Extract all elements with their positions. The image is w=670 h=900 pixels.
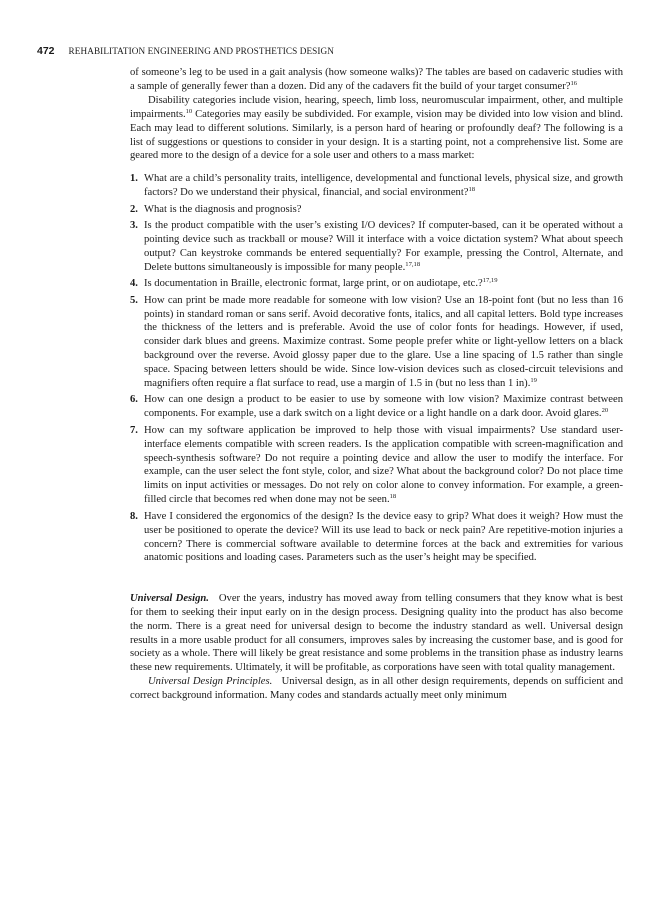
reference-marker: 20 — [601, 407, 609, 415]
running-title: REHABILITATION ENGINEERING AND PROSTHETICS DESIGN — [68, 46, 335, 56]
reference-marker: 18 — [389, 493, 397, 501]
list-item — [130, 510, 623, 566]
paragraph-text: Disability categories include vision, hearing, speech, limb loss, neuromuscular impairment, other, and multiple impairments. — [130, 94, 623, 120]
subsection-heading: Universal Design Principles. — [148, 676, 273, 688]
list-number: 5. — [130, 294, 138, 306]
page-header — [37, 45, 637, 57]
list-number: 6. — [130, 394, 138, 406]
list-item-text: How can print be made more readable for someone with low vision? Use an 18-point font (but no less than 16 points) in standard roman or sans serif. Avoid decorative fonts, italics, and all capital letters. Bold type increases the thickness of the letters and is preferable. Avoid the use of color fonts for headings. However, if used, consider dark blues and greens. Maximize contrast. Some people prefer white or light-yellow letters on a black background over the reverse. Avoid glossy paper due to the glare. Use a line spacing of 1.5 rather than single space. Spacing between letters should be wide. Since low-vision devices such as closed-circuit televisions and magnifiers often require a flat surface to read, use a margin of 1.5 in (but no less than 1 in). — [144, 294, 623, 390]
paragraph-text: Universal design, as in all other design requirements, depends on sufficient and correct background information. Many codes and standards actually meet only minimum — [130, 676, 623, 702]
paragraph — [130, 94, 623, 164]
list-number: 2. — [130, 203, 138, 215]
body-text — [130, 66, 623, 703]
list-item — [130, 393, 623, 421]
reference-marker: 19 — [530, 377, 537, 385]
list-number: 7. — [130, 424, 138, 436]
reference-marker: 18 — [468, 186, 476, 194]
list-item-text: Is the product compatible with the user’s existing I/O devices? If computer-based, can it be operated without a pointing device such as trackball or mouse? Will it interface with a voice dictation system? What about speech output? Can keystroke commands be entered sequentially? For example, pressing the Control, Alternate, and Delete buttons simultaneously is impossible for many people. — [144, 220, 623, 273]
list-item-text: Have I considered the ergonomics of the design? Is the device easy to grip? What does it weigh? How must the user be positioned to operate the device? Will its use lead to back or neck pain? Are repetitive-motion injuries a concern? There is commercial software available to determine forces at the back and extremities for various anatomic positions and loading cases. Parameters such as the user’s height may be specified. — [144, 510, 623, 564]
list-item-text: How can my software application be improved to help those with visual impairments? Use standard user-interface elements compatible with screen readers. Is the application compatible with screen-magnification and speech-synthesis software? Do not require a pointing device and allow the user to modify the interface. For example, can the user select the font style, color, and size? What about the background color? Do not place time limits on input activities or messages. Do not rely on color alone to convey information. For example, a green-filled circle that becomes red when done may not be seen. — [144, 424, 623, 506]
reference-marker: 17,19 — [482, 277, 498, 285]
list-item-text: How can one design a product to be easier to use by someone with low vision? Maximize contrast between components. For example, use a dark switch on a light device or a light handle on a dark door. Avoid glares. — [144, 394, 623, 420]
paragraph-text: of someone’s leg to be used in a gait analysis (how someone walks)? The tables are based on cadaveric studies with a sample of generally fewer than a dozen. Did any of the cadavers fit the build of your target consumer? — [130, 67, 623, 92]
list-item — [130, 424, 623, 507]
paragraph-text: Over the years, industry has moved away from telling consumers that they know what is best for them to seeking their input early on in the design process. Designing quality into the product has also become the norm. There is a great need for universal design to become the industry standard as well. Universal design results in a more usable product for all consumers, improves sales by increasing the customer base, and is good for society as a whole. There will likely be great resistance and some problems in the transition phase as industry learns these new requirements. Ultimately, it will be profitable, as corporations have seen with total quality management. — [130, 592, 623, 674]
page-number: 472 — [37, 45, 55, 57]
list-item-text: What are a child’s personality traits, intelligence, developmental and functional levels, physical size, and growth factors? Do we understand their physical, financial, and social environment? — [144, 173, 623, 199]
list-item-text: What is the diagnosis and prognosis? — [144, 203, 302, 215]
list-number: 1. — [130, 173, 138, 185]
paragraph — [130, 66, 623, 94]
reference-marker: 16 — [570, 79, 578, 87]
list-number: 3. — [130, 220, 138, 232]
section-heading: Universal Design. — [130, 592, 209, 604]
paragraph — [130, 675, 623, 703]
considerations-list — [130, 172, 623, 565]
list-item — [130, 294, 623, 391]
list-item-text: Is documentation in Braille, electronic format, large print, or on audiotape, etc.? — [144, 278, 483, 290]
list-number: 4. — [130, 278, 138, 290]
list-number: 8. — [130, 510, 138, 522]
list-item — [130, 203, 623, 217]
list-item — [130, 219, 623, 275]
reference-marker: 17,18 — [405, 260, 421, 268]
paragraph — [130, 592, 623, 675]
list-item — [130, 277, 623, 291]
paragraph-text: Categories may easily be subdivided. For example, vision may be divided into low vision and blind. Each may lead to different solutions. Similarly, is a person hard of hearing or profoundly deaf? The following is a list of suggestions or questions to consider in your design. It is a starting point, not a comprehensive list. Some are geared more to the design of a device for a sole user and others to a mass market: — [130, 108, 623, 162]
list-item — [130, 172, 623, 200]
reference-marker: 10 — [185, 107, 193, 115]
